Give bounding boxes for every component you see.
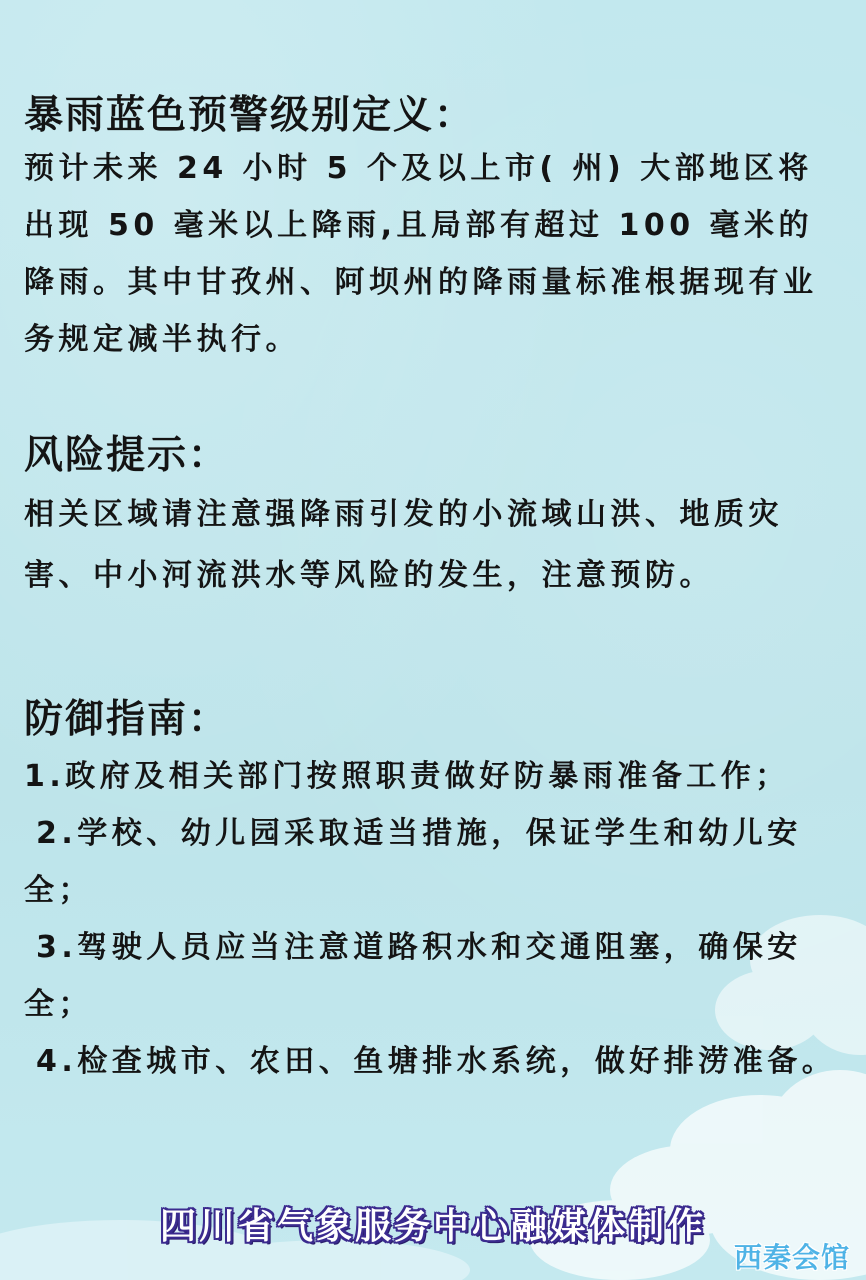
guide-title: 防御指南： xyxy=(24,697,230,742)
guide-item-1: 1.政府及相关部门按照职责做好防暴雨准备工作； xyxy=(24,759,790,794)
guide-item-4: 4.检查城市、农田、鱼塘排水系统，做好排涝准备。 xyxy=(36,1044,837,1079)
definition-title: 暴雨蓝色预警级别定义： xyxy=(24,93,476,138)
risk-title: 风险提示： xyxy=(24,433,230,478)
risk-text: 相关区域请注意强降雨引发的小流域山洪、地质灾害、中小河流洪水等风险的发生，注意预防。 xyxy=(24,497,783,593)
guide-item-2: 2.学校、幼儿园采取适当措施，保证学生和幼儿安全； xyxy=(24,816,802,908)
guide-item-3: 3.驾驶人员应当注意道路积水和交通阻塞，确保安全； xyxy=(24,930,802,1022)
producer-credit: 四川省气象服务中心融媒体制作 xyxy=(159,1206,706,1247)
watermark-logo: 西秦会馆 xyxy=(734,1241,851,1274)
definition-text: 预计未来 24 小时 5 个及以上市( 州) 大部地区将出现 50 毫米以上降雨,且局部有超过 100 毫米的降雨。其中甘孜州、阿坝州的降雨量标准根据现有业务规定减半执行。 xyxy=(24,151,818,357)
guide-list xyxy=(24,748,849,1090)
